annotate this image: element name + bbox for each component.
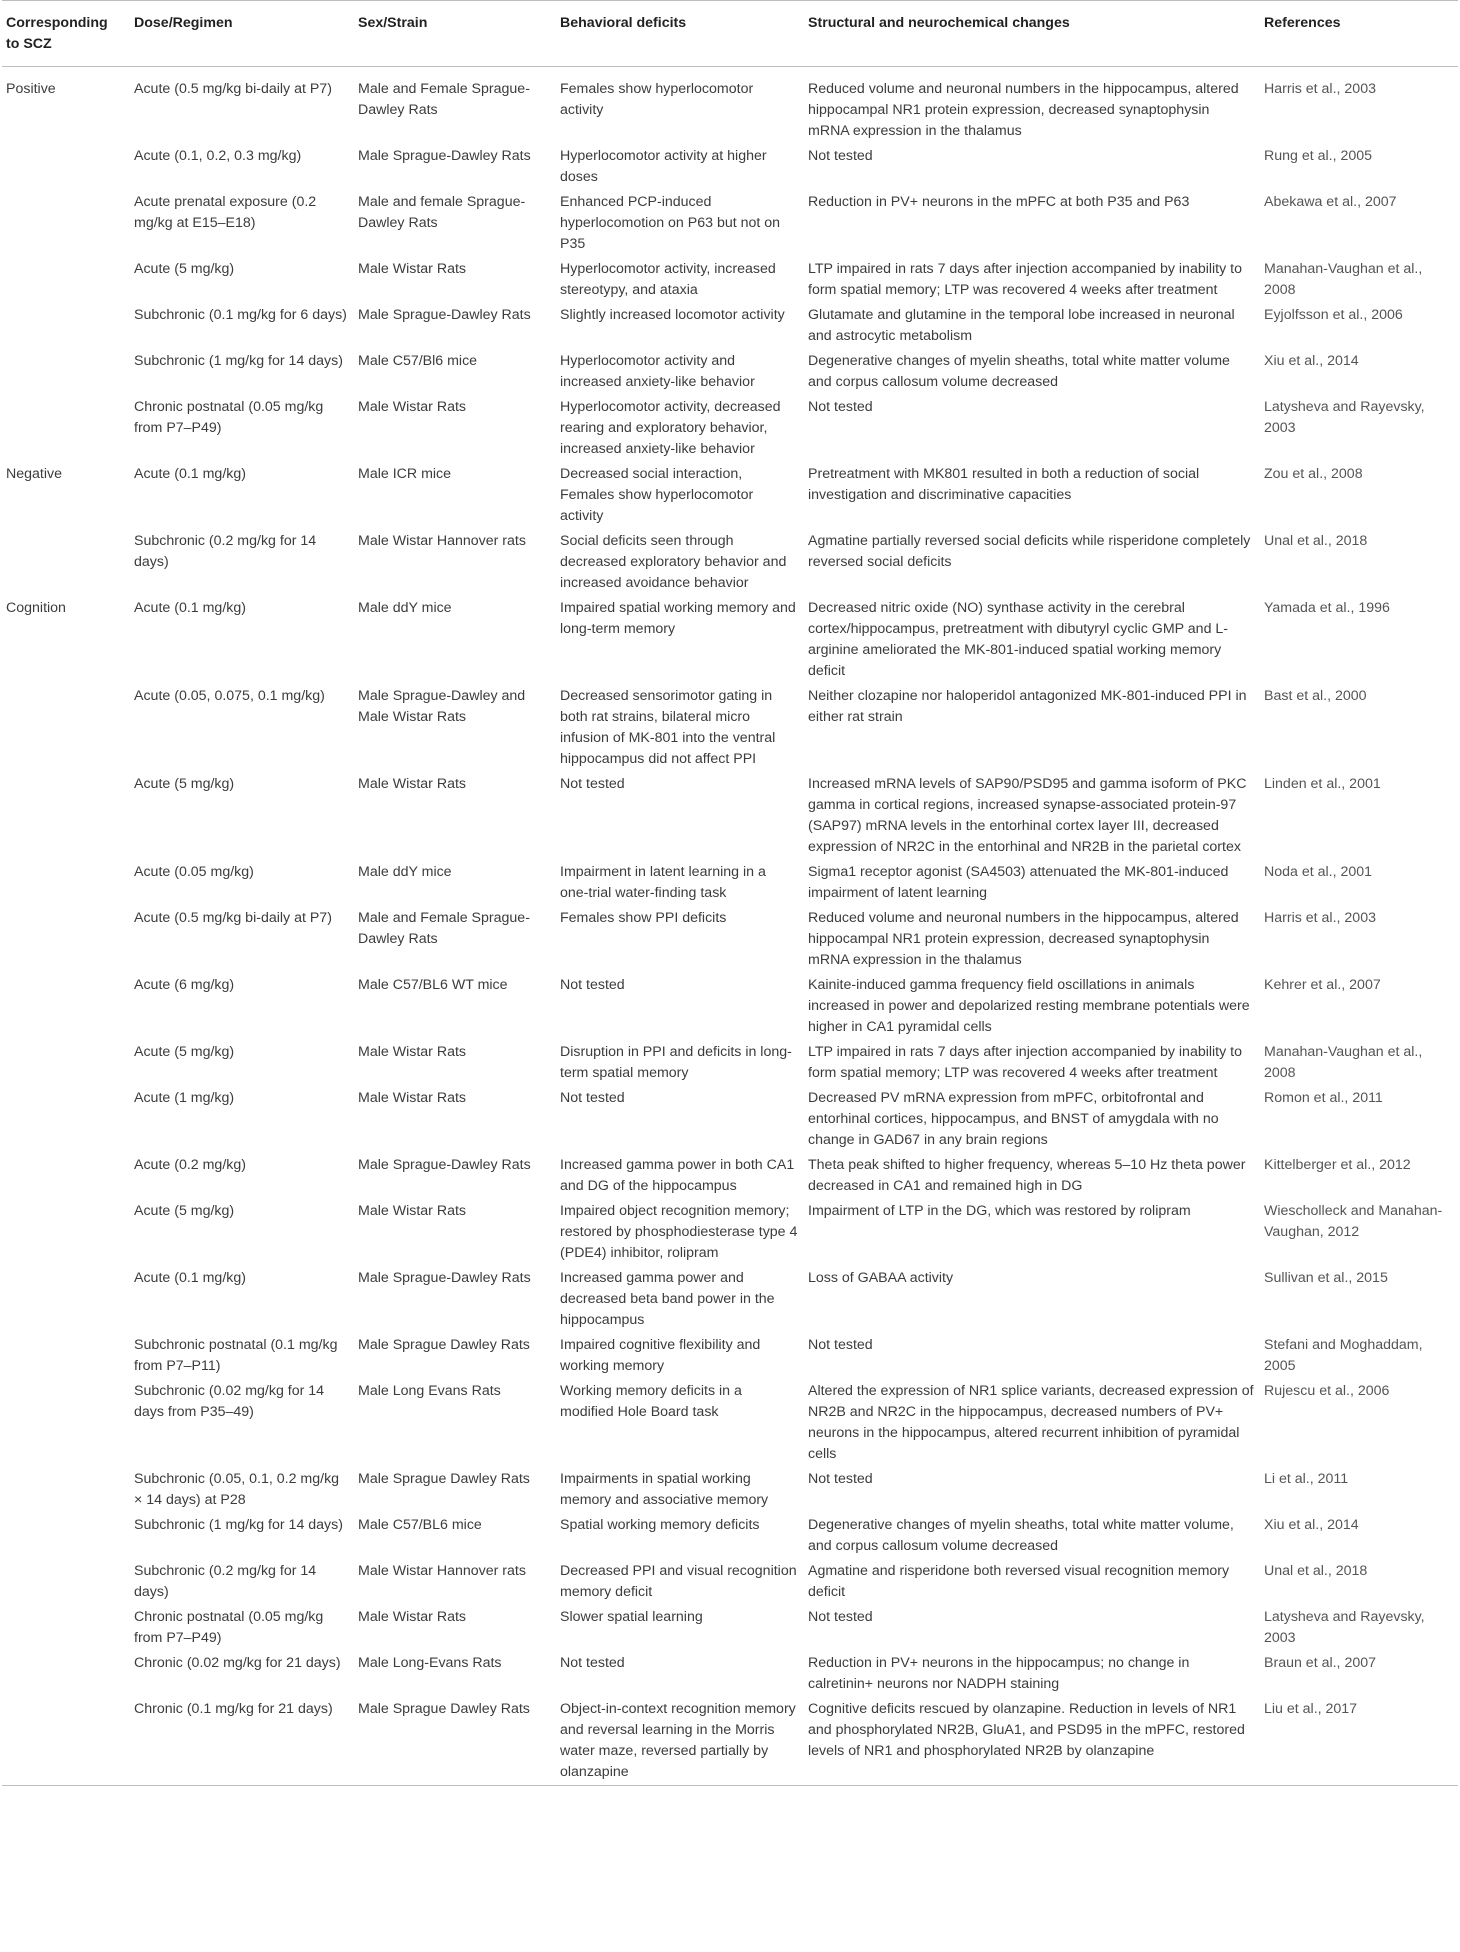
- cell-dose-regimen: Acute (5 mg/kg): [134, 261, 235, 277]
- cell-group-label: [2, 1697, 130, 1786]
- cell-reference: Harris et al., 2003: [1264, 81, 1376, 97]
- cell-reference: Xiu et al., 2014: [1264, 353, 1359, 369]
- cell-sex-strain: Male ICR mice: [358, 466, 452, 482]
- cell-dose-regimen: Acute (5 mg/kg): [134, 1203, 235, 1219]
- cell-sex-strain: Male Wistar Rats: [358, 261, 466, 277]
- cell-structural-changes: Degenerative changes of myelin sheaths, total white matter volume, and corpus callosum volume decreased: [808, 1517, 1234, 1554]
- cell-group-label: [2, 1513, 130, 1559]
- cell-structural-changes: Pretreatment with MK801 resulted in both a reduction of social investigation and discriminative capacities: [808, 466, 1200, 503]
- table-row: [2, 67, 1458, 145]
- cell-reference: Romon et al., 2011: [1264, 1090, 1383, 1106]
- cell-dose-regimen: Acute (5 mg/kg): [134, 1044, 235, 1060]
- cell-behavioral-deficits: Spatial working memory deficits: [560, 1517, 760, 1533]
- cell-dose-regimen: Subchronic postnatal (0.1 mg/kg from P7–P11): [134, 1337, 338, 1374]
- cell-structural-changes: Not tested: [808, 1609, 873, 1625]
- cell-sex-strain: Male C57/BL6 WT mice: [358, 977, 508, 993]
- table-row: [2, 303, 1458, 349]
- cell-group-label: [2, 1199, 130, 1266]
- cell-sex-strain: Male Sprague-Dawley Rats: [358, 148, 531, 164]
- cell-structural-changes: Agmatine partially reversed social deficits while risperidone completely reversed social deficits: [808, 533, 1251, 570]
- cell-reference: Sullivan et al., 2015: [1264, 1270, 1388, 1286]
- cell-structural-changes: Not tested: [808, 399, 873, 415]
- cell-dose-regimen: Acute (0.05, 0.075, 0.1 mg/kg): [134, 688, 325, 704]
- cell-group-label: [2, 860, 130, 906]
- cell-behavioral-deficits: Decreased PPI and visual recognition memory deficit: [560, 1563, 797, 1600]
- cell-behavioral-deficits: Social deficits seen through decreased exploratory behavior and increased avoidance behavior: [560, 533, 787, 591]
- cell-dose-regimen: Chronic postnatal (0.05 mg/kg from P7–P49): [134, 399, 324, 436]
- table-body: [2, 67, 1458, 1786]
- cell-group-label: [2, 1153, 130, 1199]
- cell-behavioral-deficits: Impairments in spatial working memory and associative memory: [560, 1471, 769, 1508]
- cell-behavioral-deficits: Not tested: [560, 977, 625, 993]
- table-row: [2, 1086, 1458, 1153]
- cell-reference: Noda et al., 2001: [1264, 864, 1373, 880]
- cell-dose-regimen: Acute (5 mg/kg): [134, 776, 235, 792]
- cell-behavioral-deficits: Impaired spatial working memory and long-term memory: [560, 600, 796, 637]
- table-row: [2, 1605, 1458, 1651]
- cell-sex-strain: Male C57/BL6 mice: [358, 1517, 482, 1533]
- cell-sex-strain: Male Wistar Rats: [358, 1609, 466, 1625]
- cell-structural-changes: Reduction in PV+ neurons in the mPFC at both P35 and P63: [808, 194, 1190, 210]
- cell-group-label: [2, 973, 130, 1040]
- cell-reference: Abekawa et al., 2007: [1264, 194, 1397, 210]
- cell-group-label: Negative: [6, 466, 62, 482]
- cell-reference: Braun et al., 2007: [1264, 1655, 1377, 1671]
- cell-behavioral-deficits: Hyperlocomotor activity at higher doses: [560, 148, 767, 185]
- cell-group-label: [2, 906, 130, 973]
- cell-dose-regimen: Acute (0.5 mg/kg bi-daily at P7): [134, 81, 332, 97]
- cell-group-label: [2, 349, 130, 395]
- table-row: [2, 1333, 1458, 1379]
- cell-behavioral-deficits: Not tested: [560, 776, 625, 792]
- cell-structural-changes: LTP impaired in rats 7 days after injection accompanied by inability to form spatial memory; LTP was recovered 4 weeks after treatment: [808, 261, 1242, 298]
- table-row: [2, 395, 1458, 462]
- cell-reference: Li et al., 2011: [1264, 1471, 1349, 1487]
- cell-structural-changes: Degenerative changes of myelin sheaths, total white matter volume and corpus callosum volume decreased: [808, 353, 1230, 390]
- cell-reference: Latysheva and Rayevsky, 2003: [1264, 1609, 1425, 1646]
- cell-reference: Xiu et al., 2014: [1264, 1517, 1359, 1533]
- cell-group-label: [2, 772, 130, 860]
- table-row: [2, 1559, 1458, 1605]
- cell-group-label: [2, 684, 130, 772]
- cell-group-label: Cognition: [6, 600, 66, 616]
- table-row: [2, 973, 1458, 1040]
- cell-dose-regimen: Acute (6 mg/kg): [134, 977, 235, 993]
- cell-dose-regimen: Subchronic (1 mg/kg for 14 days): [134, 1517, 343, 1533]
- cell-reference: Rung et al., 2005: [1264, 148, 1373, 164]
- cell-sex-strain: Male and Female Sprague-Dawley Rats: [358, 910, 530, 947]
- cell-group-label: [2, 1379, 130, 1467]
- cell-dose-regimen: Chronic (0.02 mg/kg for 21 days): [134, 1655, 341, 1671]
- cell-behavioral-deficits: Impaired cognitive flexibility and working memory: [560, 1337, 761, 1374]
- cell-structural-changes: Cognitive deficits rescued by olanzapine. Reduction in levels of NR1 and phosphorylated NR2B, GluA1, and PSD95 in the mPFC, restored levels of NR1 and phosphorylated NR2B by olanzapine: [804, 1697, 1260, 1786]
- cell-reference: Yamada et al., 1996: [1264, 600, 1390, 616]
- cell-group-label: [2, 257, 130, 303]
- cell-behavioral-deficits: Disruption in PPI and deficits in long-term spatial memory: [560, 1044, 792, 1081]
- cell-reference: Kehrer et al., 2007: [1264, 977, 1381, 993]
- cell-group-label: [2, 303, 130, 349]
- cell-sex-strain: Male Sprague-Dawley and Male Wistar Rats: [358, 688, 526, 725]
- header-corresponding-to-scz: Corresponding to SCZ: [2, 1, 130, 67]
- cell-group-label: [2, 1333, 130, 1379]
- mk801-studies-table: [2, 0, 1458, 1786]
- cell-reference: Unal et al., 2018: [1264, 1563, 1368, 1579]
- table-row: [2, 529, 1458, 596]
- cell-dose-regimen: Subchronic (1 mg/kg for 14 days): [134, 353, 343, 369]
- cell-sex-strain: Male Wistar Rats: [358, 1044, 466, 1060]
- table-row: [2, 257, 1458, 303]
- cell-structural-changes: Reduced volume and neuronal numbers in the hippocampus, altered hippocampal NR1 protein expression, decreased synaptophysin mRNA expression in the thalamus: [808, 910, 1239, 968]
- cell-sex-strain: Male and Female Sprague-Dawley Rats: [358, 81, 530, 118]
- cell-sex-strain: Male Long-Evans Rats: [358, 1655, 502, 1671]
- cell-structural-changes: Altered the expression of NR1 splice variants, decreased expression of NR2B and NR2C in the hippocampus, decreased numbers of PV+ neurons in the hippocampus, altered recurrent inhibition of pyramidal cells: [808, 1383, 1254, 1462]
- header-sex-strain: Sex/Strain: [354, 1, 556, 67]
- table-row: [2, 1467, 1458, 1513]
- cell-structural-changes: Loss of GABAA activity: [808, 1270, 954, 1286]
- cell-reference: Unal et al., 2018: [1264, 533, 1368, 549]
- cell-dose-regimen: Acute (0.05 mg/kg): [134, 864, 254, 880]
- cell-dose-regimen: Subchronic (0.02 mg/kg for 14 days from P35–49): [134, 1383, 325, 1420]
- cell-sex-strain: Male Sprague Dawley Rats: [358, 1471, 530, 1487]
- cell-sex-strain: Male Wistar Hannover rats: [358, 1563, 526, 1579]
- cell-reference: Kittelberger et al., 2012: [1264, 1157, 1411, 1173]
- cell-behavioral-deficits: Enhanced PCP-induced hyperlocomotion on P63 but not on P35: [560, 194, 781, 252]
- cell-dose-regimen: Acute (0.1 mg/kg): [134, 466, 246, 482]
- table-row: [2, 349, 1458, 395]
- cell-behavioral-deficits: Object-in-context recognition memory and reversal learning in the Morris water maze, reversed partially by olanzapine: [556, 1697, 804, 1786]
- table-row: [2, 860, 1458, 906]
- cell-behavioral-deficits: Not tested: [560, 1655, 625, 1671]
- table-row: [2, 906, 1458, 973]
- cell-sex-strain: Male Sprague-Dawley Rats: [358, 1157, 531, 1173]
- cell-dose-regimen: Acute (0.1, 0.2, 0.3 mg/kg): [134, 148, 302, 164]
- header-structural-neurochemical-changes: Structural and neurochemical changes: [804, 1, 1260, 67]
- cell-reference: Eyjolfsson et al., 2006: [1264, 307, 1403, 323]
- cell-behavioral-deficits: Females show hyperlocomotor activity: [560, 81, 754, 118]
- cell-structural-changes: Not tested: [808, 148, 873, 164]
- cell-behavioral-deficits: Females show PPI deficits: [560, 910, 727, 926]
- cell-structural-changes: Decreased nitric oxide (NO) synthase activity in the cerebral cortex/hippocampus, pretreatment with dibutyryl cyclic GMP and L-arginine ameliorated the MK-801-induced spatial working memory deficit: [808, 600, 1229, 679]
- cell-structural-changes: Decreased PV mRNA expression from mPFC, orbitofrontal and entorhinal cortices, hippocampus, and BNST of amygdala with no change in GAD67 in any brain regions: [808, 1090, 1219, 1148]
- cell-behavioral-deficits: Decreased social interaction, Females show hyperlocomotor activity: [560, 466, 754, 524]
- table-row: [2, 1651, 1458, 1697]
- table-row: [2, 190, 1458, 257]
- cell-group-label: [2, 1559, 130, 1605]
- cell-dose-regimen: Subchronic (0.2 mg/kg for 14 days): [134, 1563, 317, 1600]
- cell-sex-strain: Male Sprague Dawley Rats: [358, 1337, 530, 1353]
- cell-dose-regimen: Acute (0.2 mg/kg): [134, 1157, 246, 1173]
- cell-behavioral-deficits: Slower spatial learning: [560, 1609, 703, 1625]
- cell-structural-changes: Agmatine and risperidone both reversed visual recognition memory deficit: [808, 1563, 1230, 1600]
- cell-behavioral-deficits: Increased gamma power and decreased beta band power in the hippocampus: [560, 1270, 775, 1328]
- cell-reference: Manahan-Vaughan et al., 2008: [1264, 261, 1423, 298]
- table-header: [2, 1, 1458, 67]
- cell-reference: Linden et al., 2001: [1264, 776, 1381, 792]
- cell-structural-changes: Increased mRNA levels of SAP90/PSD95 and gamma isoform of PKC gamma in cortical regions, increased synapse-associated protein-97 (SAP97) mRNA levels in the entorhinal cortex layer III, decreased expression of NR2C in the entorhinal and NR2B in the parietal cortex: [808, 776, 1247, 855]
- table-row: [2, 1266, 1458, 1333]
- cell-behavioral-deficits: Increased gamma power in both CA1 and DG of the hippocampus: [560, 1157, 795, 1194]
- cell-structural-changes: Reduced volume and neuronal numbers in the hippocampus, altered hippocampal NR1 protein expression, decreased synaptophysin mRNA expression in the thalamus: [808, 81, 1239, 139]
- cell-group-label: [2, 395, 130, 462]
- cell-group-label: [2, 1266, 130, 1333]
- cell-sex-strain: Male Sprague-Dawley Rats: [358, 307, 531, 323]
- cell-dose-regimen: Subchronic (0.2 mg/kg for 14 days): [134, 533, 317, 570]
- cell-structural-changes: LTP impaired in rats 7 days after injection accompanied by inability to form spatial memory; LTP was recovered 4 weeks after treatment: [808, 1044, 1242, 1081]
- table-row: [2, 1379, 1458, 1467]
- cell-reference: Latysheva and Rayevsky, 2003: [1264, 399, 1425, 436]
- cell-behavioral-deficits: Hyperlocomotor activity and increased anxiety-like behavior: [560, 353, 755, 390]
- table-row: [2, 1153, 1458, 1199]
- table-row: [2, 462, 1458, 529]
- cell-sex-strain: Male ddY mice: [358, 600, 452, 616]
- cell-sex-strain: Male C57/Bl6 mice: [358, 353, 478, 369]
- table-row: [2, 596, 1458, 684]
- cell-behavioral-deficits: Hyperlocomotor activity, decreased rearing and exploratory behavior, increased anxiety-like behavior: [560, 399, 781, 457]
- cell-group-label: [2, 1040, 130, 1086]
- cell-sex-strain: Male Long Evans Rats: [358, 1383, 501, 1399]
- header-dose-regimen: Dose/Regimen: [130, 1, 354, 67]
- header-row: [2, 1, 1458, 67]
- cell-dose-regimen: Acute (0.1 mg/kg): [134, 600, 246, 616]
- cell-behavioral-deficits: Slightly increased locomotor activity: [560, 307, 785, 323]
- cell-sex-strain: Male Wistar Rats: [358, 1203, 466, 1219]
- cell-reference: Liu et al., 2017: [1260, 1697, 1458, 1786]
- cell-dose-regimen: Subchronic (0.05, 0.1, 0.2 mg/kg × 14 days) at P28: [134, 1471, 340, 1508]
- cell-group-label: [2, 1605, 130, 1651]
- cell-group-label: [2, 1467, 130, 1513]
- cell-group-label: [2, 1086, 130, 1153]
- cell-reference: Zou et al., 2008: [1264, 466, 1363, 482]
- cell-group-label: [2, 529, 130, 596]
- table-row: [2, 1697, 1458, 1786]
- cell-dose-regimen: Acute (1 mg/kg): [134, 1090, 235, 1106]
- table-row: [2, 144, 1458, 190]
- cell-reference: Wiescholleck and Manahan-Vaughan, 2012: [1264, 1203, 1443, 1240]
- table-row: [2, 1199, 1458, 1266]
- cell-dose-regimen: Acute (0.5 mg/kg bi-daily at P7): [134, 910, 332, 926]
- cell-structural-changes: Sigma1 receptor agonist (SA4503) attenuated the MK-801-induced impairment of latent learning: [808, 864, 1229, 901]
- cell-reference: Stefani and Moghaddam, 2005: [1264, 1337, 1423, 1374]
- cell-behavioral-deficits: Working memory deficits in a modified Hole Board task: [560, 1383, 742, 1420]
- table-row: [2, 684, 1458, 772]
- cell-dose-regimen: Chronic (0.1 mg/kg for 21 days): [130, 1697, 354, 1786]
- cell-reference: Manahan-Vaughan et al., 2008: [1264, 1044, 1423, 1081]
- cell-sex-strain: Male ddY mice: [358, 864, 452, 880]
- cell-structural-changes: Kainite-induced gamma frequency field oscillations in animals increased in power and depolarized resting membrane potentials were higher in CA1 pyramidal cells: [808, 977, 1250, 1035]
- cell-behavioral-deficits: Not tested: [560, 1090, 625, 1106]
- cell-structural-changes: Reduction in PV+ neurons in the hippocampus; no change in calretinin+ neurons nor NADPH staining: [808, 1655, 1190, 1692]
- cell-behavioral-deficits: Impairment in latent learning in a one-trial water-finding task: [560, 864, 766, 901]
- cell-sex-strain: Male Wistar Rats: [358, 399, 466, 415]
- cell-sex-strain: Male and female Sprague-Dawley Rats: [358, 194, 526, 231]
- cell-sex-strain: Male Wistar Rats: [358, 776, 466, 792]
- cell-reference: Bast et al., 2000: [1264, 688, 1367, 704]
- cell-structural-changes: Theta peak shifted to higher frequency, whereas 5–10 Hz theta power decreased in CA1 and remained high in DG: [808, 1157, 1246, 1194]
- cell-structural-changes: Impairment of LTP in the DG, which was restored by rolipram: [808, 1203, 1191, 1219]
- cell-structural-changes: Not tested: [808, 1337, 873, 1353]
- cell-behavioral-deficits: Decreased sensorimotor gating in both rat strains, bilateral micro infusion of MK-801 into the ventral hippocampus did not affect PPI: [560, 688, 776, 767]
- table-row: [2, 1513, 1458, 1559]
- cell-group-label: [2, 190, 130, 257]
- cell-behavioral-deficits: Hyperlocomotor activity, increased stereotypy, and ataxia: [560, 261, 776, 298]
- cell-behavioral-deficits: Impaired object recognition memory; restored by phosphodiesterase type 4 (PDE4) inhibitor, rolipram: [560, 1203, 798, 1261]
- cell-structural-changes: Neither clozapine nor haloperidol antagonized MK-801-induced PPI in either rat strain: [808, 688, 1247, 725]
- cell-sex-strain: Male Wistar Rats: [358, 1090, 466, 1106]
- header-references: References: [1260, 1, 1458, 67]
- cell-group-label: [2, 144, 130, 190]
- cell-dose-regimen: Subchronic (0.1 mg/kg for 6 days): [134, 307, 347, 323]
- cell-dose-regimen: Acute prenatal exposure (0.2 mg/kg at E15–E18): [134, 194, 317, 231]
- cell-reference: Harris et al., 2003: [1264, 910, 1376, 926]
- cell-reference: Rujescu et al., 2006: [1264, 1383, 1390, 1399]
- cell-dose-regimen: Acute (0.1 mg/kg): [134, 1270, 246, 1286]
- table-row: [2, 772, 1458, 860]
- cell-group-label: [2, 1651, 130, 1697]
- cell-sex-strain: Male Sprague Dawley Rats: [354, 1697, 556, 1786]
- cell-structural-changes: Glutamate and glutamine in the temporal lobe increased in neuronal and astrocytic metabolism: [808, 307, 1235, 344]
- cell-structural-changes: Not tested: [808, 1471, 873, 1487]
- cell-dose-regimen: Chronic postnatal (0.05 mg/kg from P7–P49): [134, 1609, 324, 1646]
- cell-group-label: Positive: [6, 81, 56, 97]
- header-behavioral-deficits: Behavioral deficits: [556, 1, 804, 67]
- cell-sex-strain: Male Wistar Hannover rats: [358, 533, 526, 549]
- table-row: [2, 1040, 1458, 1086]
- cell-sex-strain: Male Sprague-Dawley Rats: [358, 1270, 531, 1286]
